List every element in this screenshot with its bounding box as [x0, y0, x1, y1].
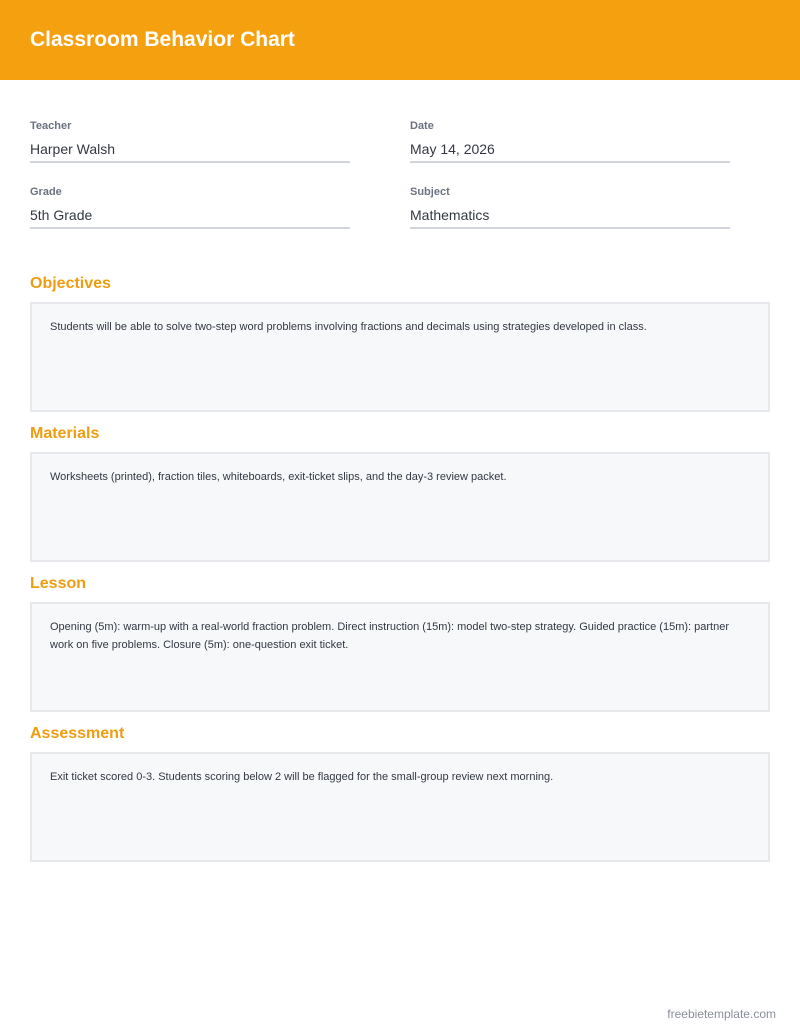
page-title: Classroom Behavior Chart	[30, 28, 295, 51]
lesson-text[interactable]: Opening (5m): warm-up with a real-world fraction problem. Direct instruction (15m): model two-step strategy. Guided practice (15m): partner work on five problems. Closure (5m): one-question exit ticket.	[30, 602, 770, 712]
subject-field	[410, 185, 730, 229]
objectives-text[interactable]: Students will be able to solve two-step word problems involving fractions and decimals using strategies developed in class.	[30, 302, 770, 412]
footer-credit: freebietemplate.com	[667, 1007, 776, 1021]
date-field	[410, 119, 730, 163]
grade-label: Grade	[30, 186, 62, 198]
assessment-heading: Assessment	[30, 725, 125, 742]
teacher-label: Teacher	[30, 120, 72, 132]
grade-value[interactable]: 5th Grade	[30, 203, 350, 229]
subject-value[interactable]: Mathematics	[410, 203, 730, 229]
materials-text[interactable]: Worksheets (printed), fraction tiles, whiteboards, exit-ticket slips, and the day-3 review packet.	[30, 452, 770, 562]
date-label: Date	[410, 120, 434, 132]
page-header	[0, 0, 800, 80]
assessment-text[interactable]: Exit ticket scored 0-3. Students scoring below 2 will be flagged for the small-group review next morning.	[30, 752, 770, 862]
objectives-heading: Objectives	[30, 275, 111, 292]
teacher-value[interactable]: Harper Walsh	[30, 137, 350, 163]
lesson-heading: Lesson	[30, 575, 87, 592]
date-value[interactable]: May 14, 2026	[410, 137, 730, 163]
materials-heading: Materials	[30, 425, 100, 442]
subject-label: Subject	[410, 186, 450, 198]
teacher-field	[30, 119, 350, 163]
assessment-section	[30, 724, 770, 862]
objectives-section	[30, 274, 770, 412]
lesson-section	[30, 574, 770, 712]
grade-field	[30, 185, 350, 229]
info-fields	[30, 119, 730, 229]
materials-section	[30, 424, 770, 562]
